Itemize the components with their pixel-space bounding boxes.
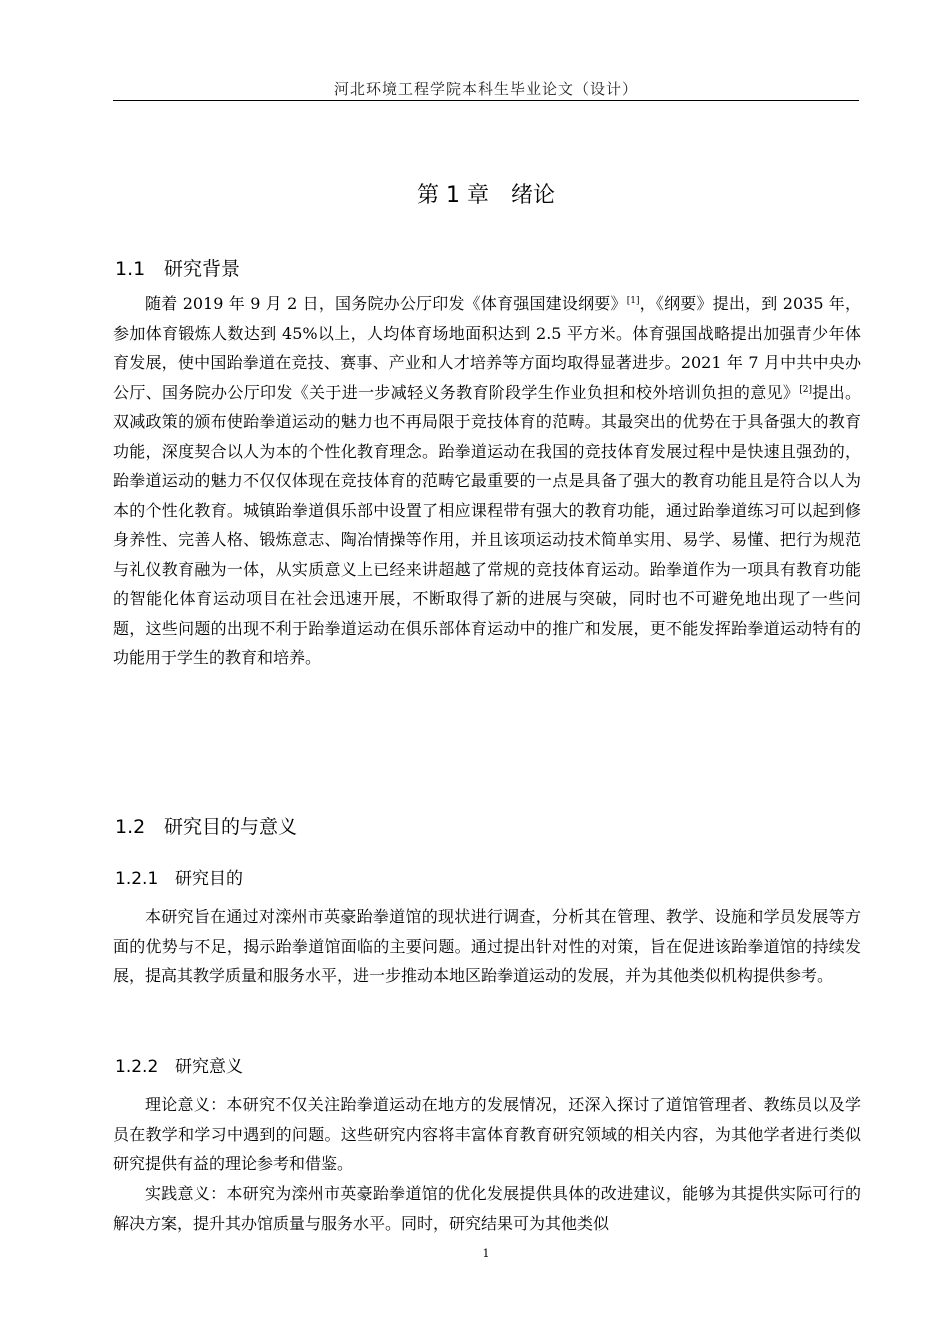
section-number: 1.2.1 [115, 869, 159, 889]
section-number: 1.2.2 [115, 1057, 159, 1077]
section-heading-1-2-1 [115, 864, 243, 889]
header-divider [113, 100, 859, 101]
section-heading-1-1 [115, 254, 240, 281]
paragraph-text: 随着 2019 年 9 月 2 日，国务院办公厅印发《体育强国建设纲要》 [145, 294, 627, 313]
paragraph-text: 提出。双减政策的颁布使跆拳道运动的魅力也不再局限于竞技体育的范畴。其最突出的优势在于具备强大的教育功能，深度契合以人为本的个性化教育理念。跆拳道运动在我国的竞技体育发展过程中是快速且强劲的，跆拳道运动的魅力不仅仅体现在竞技体育的范畴它最重要的一点是具备了强大的教育功能且是符合以人为本的个性化教育。城镇跆拳道俱乐部中设置了相应课程带有强大的教育功能，通过跆拳道练习可以起到修身养性、完善人格、锻炼意志、陶冶情操等作用，并且该项运动技术简单实用、易学、易懂、把行为规范与礼仪教育融为一体，从实质意义上已经来讲超越了常规的竞技体育运动。跆拳道作为一项具有教育功能的智能化体育运动项目在社会迅速开展，不断取得了新的进展与突破，同时也不可避免地出现了一些问题，这些问题的出现不利于跆拳道运动在俱乐部体育运动中的推广和发展，更不能发挥跆拳道运动特有的功能用于学生的教育和培养。 [113, 382, 861, 667]
paragraph-theoretical-significance: 理论意义：本研究不仅关注跆拳道运动在地方的发展情况，还深入探讨了道馆管理者、教练员以及学员在教学和学习中遇到的问题。这些研究内容将丰富体育教育研究领域的相关内容，为其他学者进行类似研究提供有益的理论参考和借鉴。 [113, 1095, 861, 1173]
section-title: 研究目的 [175, 869, 243, 889]
paragraph-practical-significance: 实践意义：本研究为滦州市英豪跆拳道馆的优化发展提供具体的改进建议，能够为其提供实际可行的解决方案，提升其办馆质量与服务水平。同时，研究结果可为其他类似 [113, 1184, 861, 1233]
paragraph-background [113, 289, 861, 673]
section-heading-1-2-2 [115, 1052, 243, 1077]
section-number: 1.2 [115, 816, 146, 838]
citation-ref: [1] [626, 296, 640, 306]
chapter-title: 第 1 章 绪论 [417, 183, 555, 208]
paragraph-text: ，《纲要》提出，到 2035 年，参加体育锻炼人数达到 45%以上，人均体育场地面积达到 2.5 平方米。体育强国战略提出加强青少年体育发展，使中国跆拳道在竞技、赛事、产业和人才培养等方面均取得显著进步。2021 年 7 月中共中央办公厅、国务院办公厅印发《关于进一步减轻义务教育阶段学生作业负担和校外培训负担的意见》 [113, 294, 861, 402]
section-number: 1.1 [115, 258, 146, 280]
paragraph-purpose: 本研究旨在通过对滦州市英豪跆拳道馆的现状进行调查，分析其在管理、教学、设施和学员发展等方面的优势与不足，揭示跆拳道馆面临的主要问题。通过提出针对性的对策，旨在促进该跆拳道馆的持续发展，提高其教学质量和服务水平，进一步推动本地区跆拳道运动的发展，并为其他类似机构提供参考。 [113, 907, 861, 985]
page-number: 1 [482, 1247, 490, 1260]
section-heading-1-2 [115, 812, 297, 839]
section-title: 研究背景 [164, 258, 241, 280]
section-title: 研究意义 [175, 1057, 243, 1077]
section-title: 研究目的与意义 [164, 816, 298, 838]
citation-ref: [2] [799, 384, 812, 395]
running-header: 河北环境工程学院本科生毕业论文（设计） [333, 80, 638, 98]
